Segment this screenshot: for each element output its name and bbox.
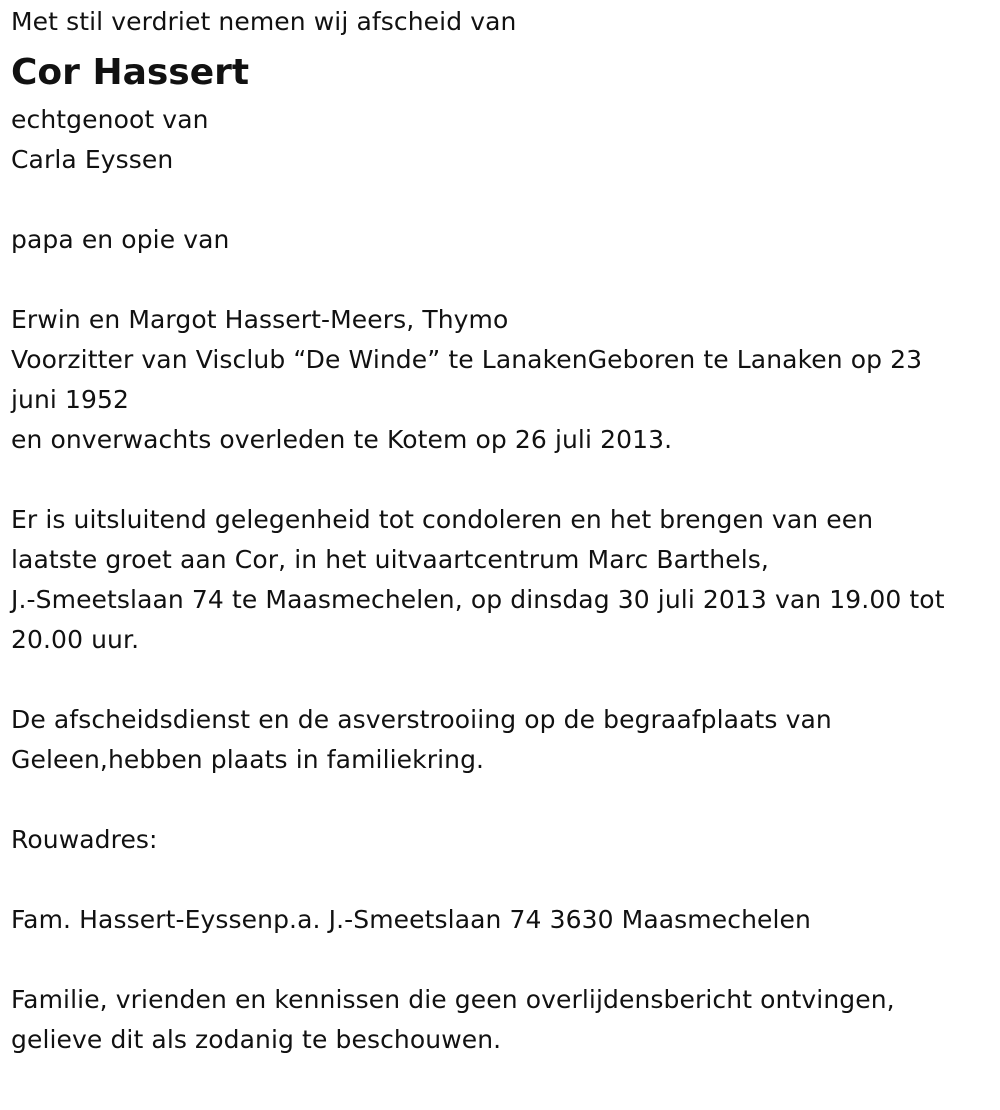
- deceased-name: Cor Hassert: [11, 52, 250, 93]
- address-text: Fam. Hassert-Eyssenp.a. J.-Smeetslaan 74 3630 Maasmechelen: [11, 905, 811, 934]
- condolence-line: Er is uitsluitend gelegenheid tot condoleren en het brengen van een: [11, 505, 874, 534]
- spouse-name: Carla Eyssen: [11, 145, 174, 174]
- service-line: Geleen,hebben plaats in familiekring.: [11, 745, 485, 774]
- condolence-line: J.-Smeetslaan 74 te Maasmechelen, op dinsdag 30 juli 2013 van 19.00 tot: [11, 585, 945, 614]
- family-label: papa en opie van: [11, 225, 230, 254]
- obituary-notice: [11, 0, 991, 1060]
- address-label: Rouwadres:: [11, 825, 158, 854]
- role-birth-line: juni 1952: [11, 385, 130, 414]
- role-birth-line: Voorzitter van Visclub “De Winde” te LanakenGeboren te Lanaken op 23: [11, 345, 923, 374]
- family-names: Erwin en Margot Hassert-Meers, Thymo: [11, 305, 509, 334]
- condolence-line: 20.00 uur.: [11, 625, 140, 654]
- spacer: [11, 260, 991, 300]
- closing-line: Familie, vrienden en kennissen die geen overlijdensbericht ontvingen,: [11, 985, 895, 1014]
- intro-text: Met stil verdriet nemen wij afscheid van: [11, 7, 517, 36]
- spouse-label: echtgenoot van: [11, 105, 209, 134]
- death-line: en onverwachts overleden te Kotem op 26 juli 2013.: [11, 425, 673, 454]
- spacer: [11, 940, 991, 980]
- spacer: [11, 180, 991, 220]
- spacer: [11, 660, 991, 700]
- spacer: [11, 780, 991, 820]
- spacer: [11, 860, 991, 900]
- spacer: [11, 460, 991, 500]
- service-line: De afscheidsdienst en de asverstrooiing op de begraafplaats van: [11, 705, 832, 734]
- closing-line: gelieve dit als zodanig te beschouwen.: [11, 1025, 502, 1054]
- condolence-line: laatste groet aan Cor, in het uitvaartcentrum Marc Barthels,: [11, 545, 769, 574]
